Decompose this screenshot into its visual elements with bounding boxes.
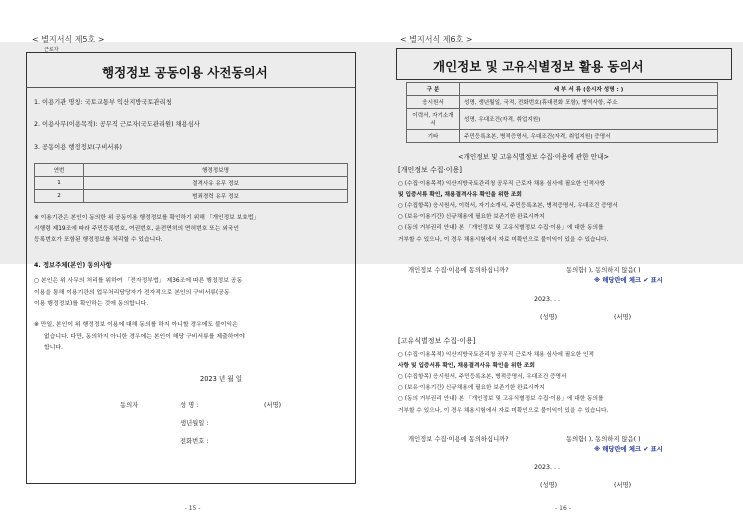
corner-label: 근로자 xyxy=(44,47,59,53)
item-2: 2. 이용사무(이용목적): 공무직 근로자(국도관리원) 채용심사 xyxy=(34,121,200,128)
section-line: 및 입증서류 확인, 채용결격사유 확인을 위한 조회 xyxy=(398,192,522,199)
section-line: ○ (수집·이용목적) 익산지방국토관리청 공무직 근로자 채용 심사에 필요한 인적사항 xyxy=(398,181,605,187)
consent-block xyxy=(34,276,242,311)
warning-line: 합니다. xyxy=(44,345,63,352)
section-line: 거부할 수 있으나, 이 경우 채용시험에서 자료 미확인으로 불이익이 있을 수 있습니다. xyxy=(398,407,609,414)
check-note: ※ 해당란에 체크 ✔ 표시 xyxy=(594,277,663,284)
consent-options[interactable]: 동의함( ), 동의하지 않음( ) xyxy=(566,267,641,274)
table-cell: 이력서, 자기소개서 xyxy=(407,109,460,130)
page-title: 행정정보 공동이용 사전동의서 xyxy=(102,65,268,80)
consent-line: 이용을 통해 이용기관의 업무처리담당자가 전자적으로 본인의 구비서류(공동 xyxy=(34,289,230,296)
section-line: 거부할 수 있으나, 이 경우 채용시험에서 자료 미확인으로 불이익이 있을 수 있습니다. xyxy=(398,236,609,243)
table-cell: 성명, 우대조건(자격, 취업지원) xyxy=(460,109,718,130)
table-cell: 성명, 생년월일, 국적, 전화번호(휴대전화 포함), 병역사항, 주소 xyxy=(460,96,718,109)
document-table xyxy=(406,82,718,143)
section-line: ○ (수집항목) 응시원서, 주민등록초본, 병적증명서, 우대조건 증명서 xyxy=(398,374,567,381)
section-line: ○ (동의 거부권리 안내) 본 「개인정보 및 고유식별정보 수집·이용」에 대한 동의를 xyxy=(398,225,604,232)
page-16 xyxy=(388,0,738,526)
page-title: 개인정보 및 고유식별정보 활용 동의서 xyxy=(433,59,644,74)
date-line: 2023. . . xyxy=(534,464,561,471)
sign-name: (성명) xyxy=(540,314,558,321)
guide-title: <개인정보 및 고유식별정보 수집·이용에 관한 안내> xyxy=(458,153,610,161)
consent-line: ○ 본인은 위 사무의 처리를 위하여 「전자정부법」 제36조에 따른 행정정보 공동 xyxy=(34,278,243,284)
sign-mark: (서명) xyxy=(614,314,632,321)
page-15 xyxy=(20,0,365,526)
table-cell: 1 xyxy=(35,177,84,190)
table-row xyxy=(407,130,718,143)
table-cell: 기타 xyxy=(407,130,460,143)
table-header: 구 분 xyxy=(407,83,460,96)
section-body xyxy=(398,179,618,246)
item-4: 4. 정보주체(본인) 동의사항 xyxy=(34,262,112,269)
warning-line: ※ 만일, 본인이 위 행정정보 이용에 대해 동의를 하지 아니할 경우에도 불이익은 xyxy=(34,322,238,328)
section-title: [개인정보 수집·이용] xyxy=(398,166,463,174)
note-line: ※ 이용기관은 본인이 동의한 위 공동이용 행정정보를 확인하기 위해 「개인정보 보호법」 xyxy=(34,215,260,221)
page-number: - 16 - xyxy=(555,505,571,512)
warning-block xyxy=(34,320,245,355)
section-body xyxy=(398,350,608,417)
note-line: 등록번호가 포함된 행정정보를 처리할 수 있습니다. xyxy=(34,237,163,243)
table-cell: 범죄경력 유무 정보 xyxy=(84,190,348,203)
table-row xyxy=(35,190,348,203)
table-row xyxy=(35,177,348,190)
consent-line: 이용 행정정보)를 확인하는 것에 동의합니다. xyxy=(34,301,149,308)
section-line: ○ (수집·이용목적) 익산지방국토관리청 공무직 근로자 채용 심사에 필요한 인적 xyxy=(398,352,594,358)
sign-mark: (서명) xyxy=(614,482,632,489)
section-line: ○ (보유·이용기간) 신규채용에 필요한 보존기한 완료시까지 xyxy=(398,385,545,392)
section-line: 사항 및 입증서류 확인, 채용결격사유 확인을 위한 조회 xyxy=(398,363,535,370)
warning-line: 없습니다. 다만, 동의하지 아니한 경우에는 본인이 해당 구비서류를 제출하여야 xyxy=(44,333,245,340)
table-row xyxy=(407,96,718,109)
item-1: 1. 이용기관 명칭: 국토교통부 익산지방국토관리청 xyxy=(34,99,172,106)
page-number: - 15 - xyxy=(184,505,201,512)
section-line: ○ (동의 거부권리 안내) 본 「개인정보 및 고유식별정보 수집·이용」에 대한 동의를 xyxy=(398,396,604,403)
item-3: 3. 공동이용 행정정보(구비서류) xyxy=(34,144,122,151)
birth-label: 생년월일 : xyxy=(180,420,209,427)
note-block xyxy=(34,213,259,246)
table-cell: 2 xyxy=(35,190,84,203)
table-header: 행정정보명 xyxy=(84,164,348,177)
date-line: 2023 년 월 일 xyxy=(200,375,243,383)
divider xyxy=(26,87,355,88)
table-header: 세 부 서 류 (응시자 성명 : ) xyxy=(460,83,718,96)
table-header-row xyxy=(407,83,718,96)
section-line: ○ (수집항목) 응시원서, 이력서, 자기소개서, 주민등록초본, 병적증명서, 우대조건 증명서 xyxy=(398,203,618,210)
form-label: < 별지서식 제6호 > xyxy=(400,35,473,44)
check-note: ※ 해당란에 체크 ✔ 표시 xyxy=(594,446,663,453)
table-header-row xyxy=(35,164,348,177)
consent-question: 개인정보 수집·이용에 동의하십니까? xyxy=(408,436,509,443)
form-label: < 별지서식 제5호 > xyxy=(32,35,105,44)
consent-question: 개인정보 수집·이용에 동의하십니까? xyxy=(408,267,509,274)
table-row xyxy=(407,109,718,130)
table-cell: 주민등록초본, 병적증명서, 우대조건(자격, 취업지원) 증명서 xyxy=(460,130,718,143)
table-cell: 응시원서 xyxy=(407,96,460,109)
phone-label: 전화번호 : xyxy=(180,438,209,445)
section-line: ○ (보유·이용기간) 신규채용에 필요한 보존기한 완료시까지 xyxy=(398,214,545,221)
date-line: 2023. . . xyxy=(534,296,561,303)
note-line: 시행령 제19조에 따라 주민등록번호, 여권번호, 운전면허의 면허번호 또는 외국인 xyxy=(34,226,239,232)
section-title: [고유식별정보 수집·이용] xyxy=(398,337,476,345)
table-cell: 결격사유 유무 정보 xyxy=(84,177,348,190)
consenter-label: 동의자 xyxy=(120,402,139,409)
consent-options[interactable]: 동의함( ), 동의하지 않음( ) xyxy=(566,436,641,443)
name-label: 성 명 : xyxy=(180,402,199,409)
sign-name: (성명) xyxy=(540,482,558,489)
table-header: 연번 xyxy=(35,164,84,177)
sign-mark: (서명) xyxy=(264,402,282,409)
info-table xyxy=(34,163,348,203)
